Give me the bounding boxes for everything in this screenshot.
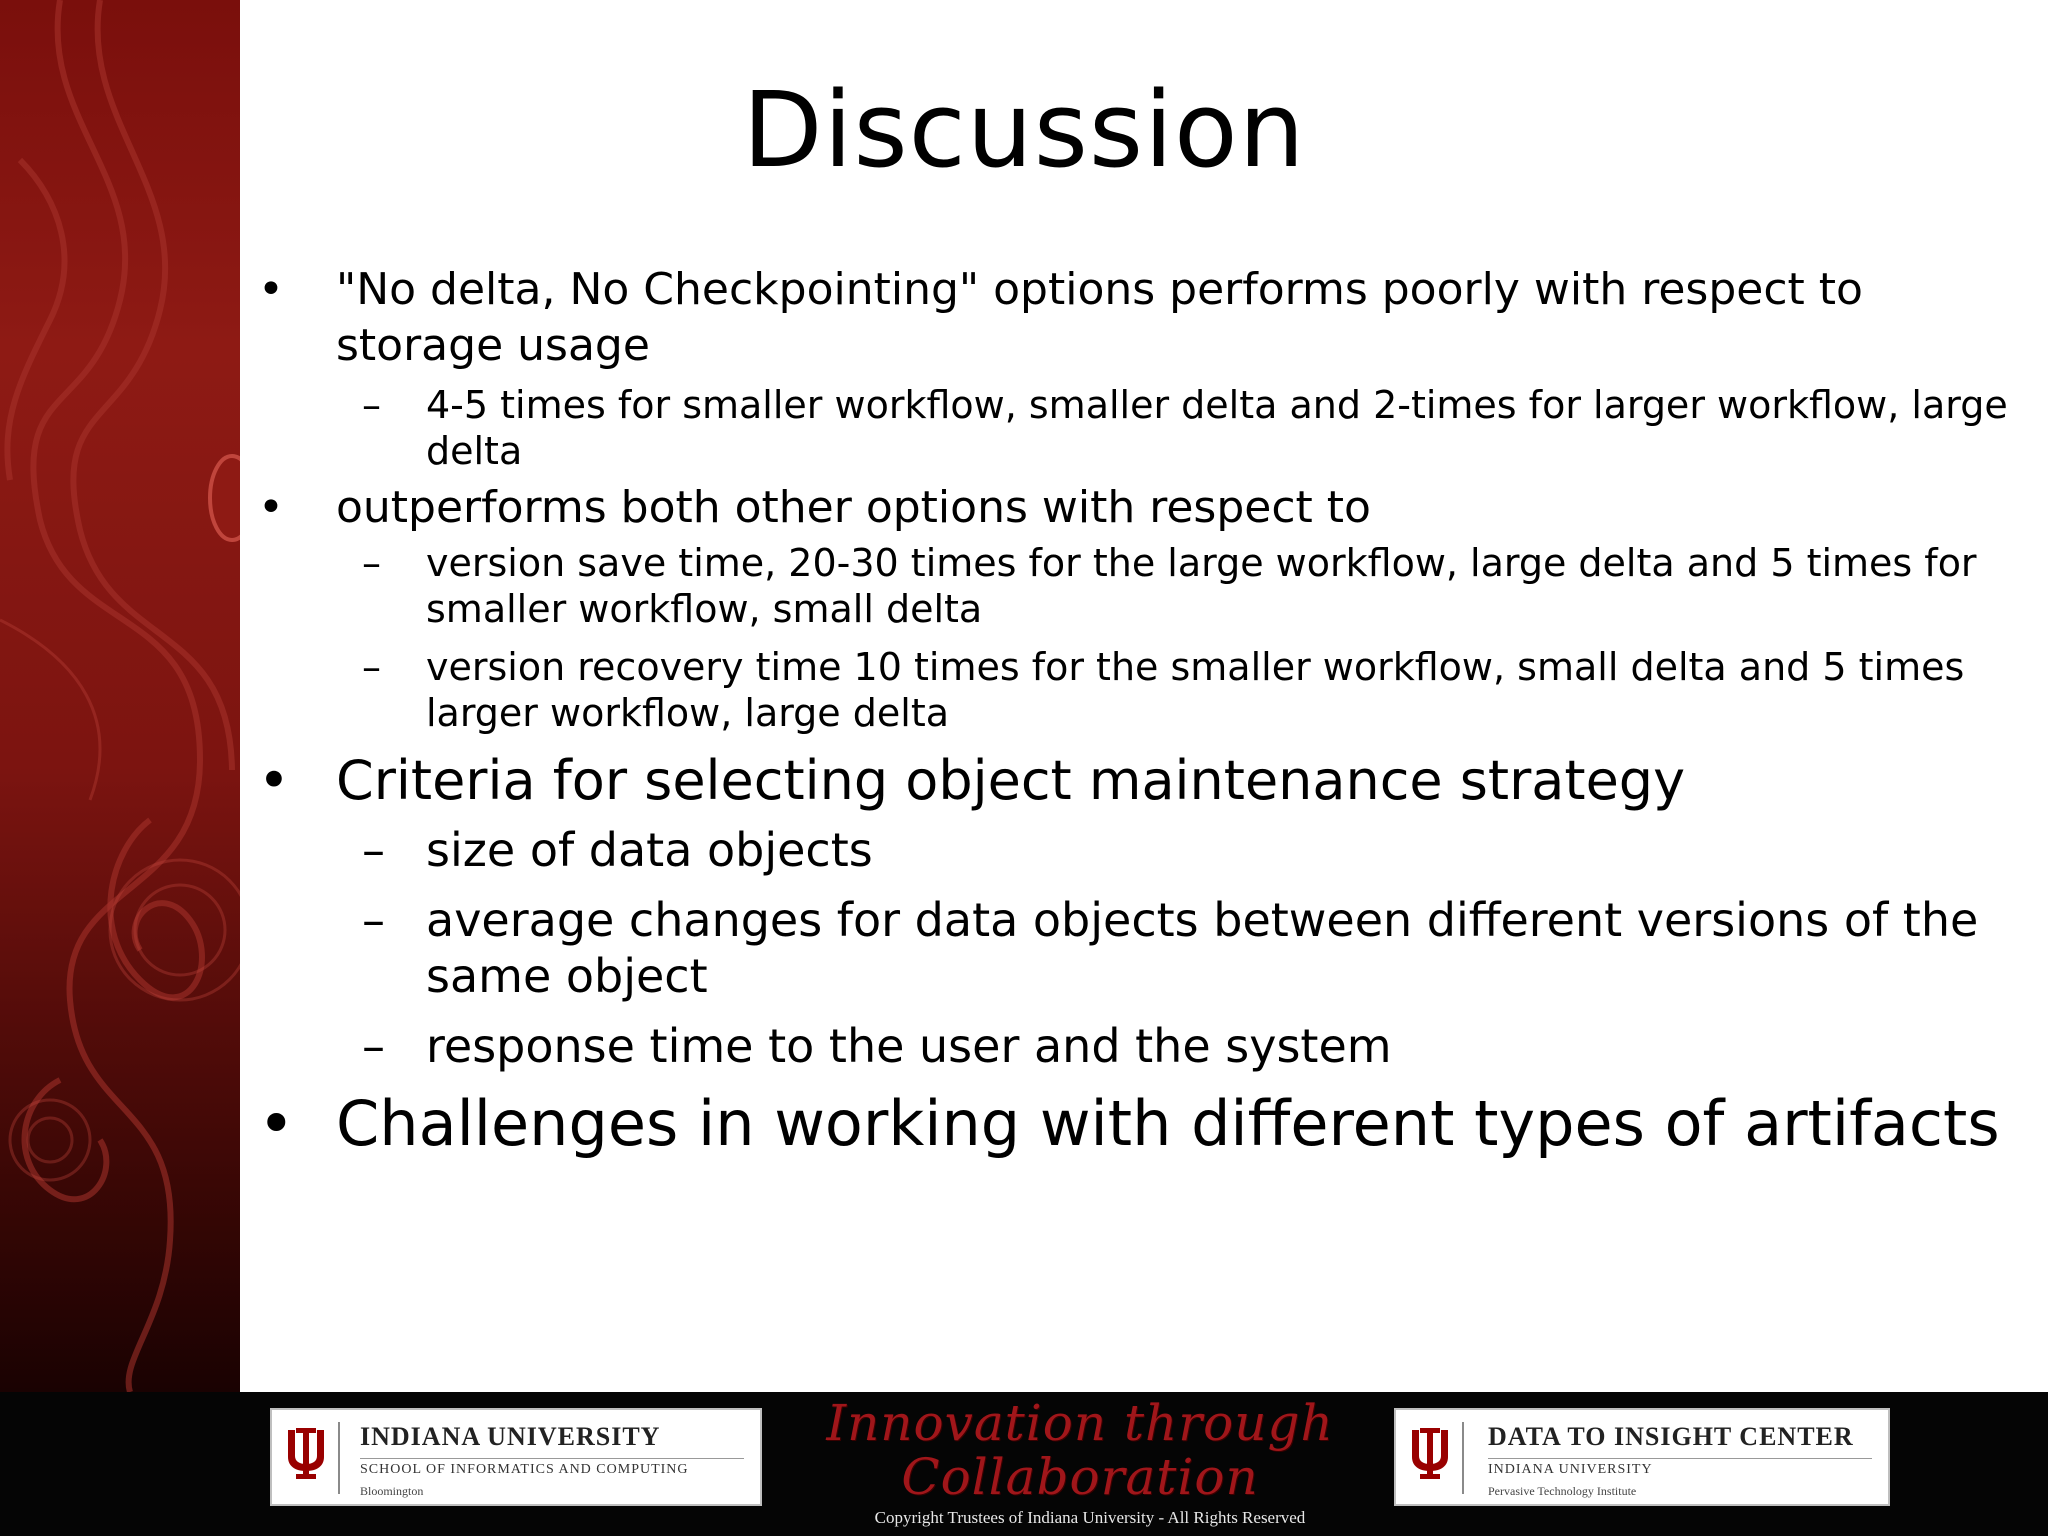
logo-campus: Bloomington (360, 1484, 424, 1498)
logo-subtitle: INDIANA UNIVERSITY (1488, 1462, 1653, 1477)
bullet-item (258, 1084, 2038, 1164)
bullet-item (258, 480, 2038, 536)
logo-title: INDIANA UNIVERSITY (360, 1422, 661, 1451)
footer-motto-line1: Innovation through (826, 1394, 1334, 1452)
bullet-text: "No delta, No Checkpointing" options performs poorly with respect to storage usage (336, 264, 1863, 371)
logo-rule (1488, 1458, 1872, 1459)
iu-trident-icon (284, 1424, 328, 1482)
dash-symbol: – (362, 645, 381, 689)
sub-bullet-item (258, 822, 2038, 878)
sub-bullet-item (258, 644, 2038, 736)
logo-title: DATA TO INSIGHT CENTER (1488, 1422, 1854, 1451)
band-ornament-knob (210, 456, 240, 540)
iu-trident-icon (1408, 1424, 1452, 1482)
sub-bullet-text: average changes for data objects between different versions of the same object (426, 893, 1979, 1003)
iu-informatics-logo (270, 1408, 762, 1506)
dash-symbol: – (362, 541, 381, 585)
logo-institute: Pervasive Technology Institute (1488, 1484, 1637, 1498)
bullet-symbol: • (258, 749, 290, 812)
bullet-text: outperforms both other options with respect to (336, 482, 1371, 533)
logo-separator (1462, 1422, 1464, 1494)
sub-bullet-item (258, 1018, 2038, 1074)
sub-bullet-text: version recovery time 10 times for the smaller workflow, small delta and 5 times larger workflow, large delta (426, 645, 1965, 735)
bullet-symbol: • (258, 1087, 295, 1160)
sub-bullet-text: response time to the user and the system (426, 1019, 1392, 1073)
bullet-item (258, 262, 2038, 374)
dash-symbol: – (362, 823, 385, 877)
footer-copyright: Copyright Trustees of Indiana University - All Rights Reserved (874, 1508, 1306, 1527)
bullet-item (258, 746, 2038, 816)
sub-bullet-text: 4-5 times for smaller workflow, smaller delta and 2-times for larger workflow, large delta (426, 383, 2008, 473)
slide-title: Discussion (742, 69, 1306, 191)
bullet-text: Challenges in working with different types of artifacts (336, 1087, 2000, 1160)
dash-symbol: – (362, 893, 385, 947)
sub-bullet-item (258, 540, 2038, 632)
data-to-insight-center-logo (1394, 1408, 1890, 1506)
bullet-symbol: • (258, 264, 284, 315)
footer-motto-line2: Collaboration (901, 1448, 1259, 1506)
bullet-symbol: • (258, 482, 284, 533)
logo-rule (360, 1458, 744, 1459)
dash-symbol: – (362, 383, 381, 427)
dash-symbol: – (362, 1019, 385, 1073)
slide-content (258, 262, 2038, 1164)
logo-separator (338, 1422, 340, 1494)
decorative-swirl-pattern (0, 0, 240, 1392)
bullet-text: Criteria for selecting object maintenance strategy (336, 749, 1686, 812)
sub-bullet-text: size of data objects (426, 823, 873, 877)
sub-bullet-item (258, 382, 2038, 474)
logo-subtitle: SCHOOL OF INFORMATICS AND COMPUTING (360, 1462, 689, 1477)
sub-bullet-text: version save time, 20-30 times for the large workflow, large delta and 5 times for smaller workflow, small delta (426, 541, 1977, 631)
sub-bullet-item (258, 892, 2038, 1004)
decorative-left-band (0, 0, 240, 1392)
